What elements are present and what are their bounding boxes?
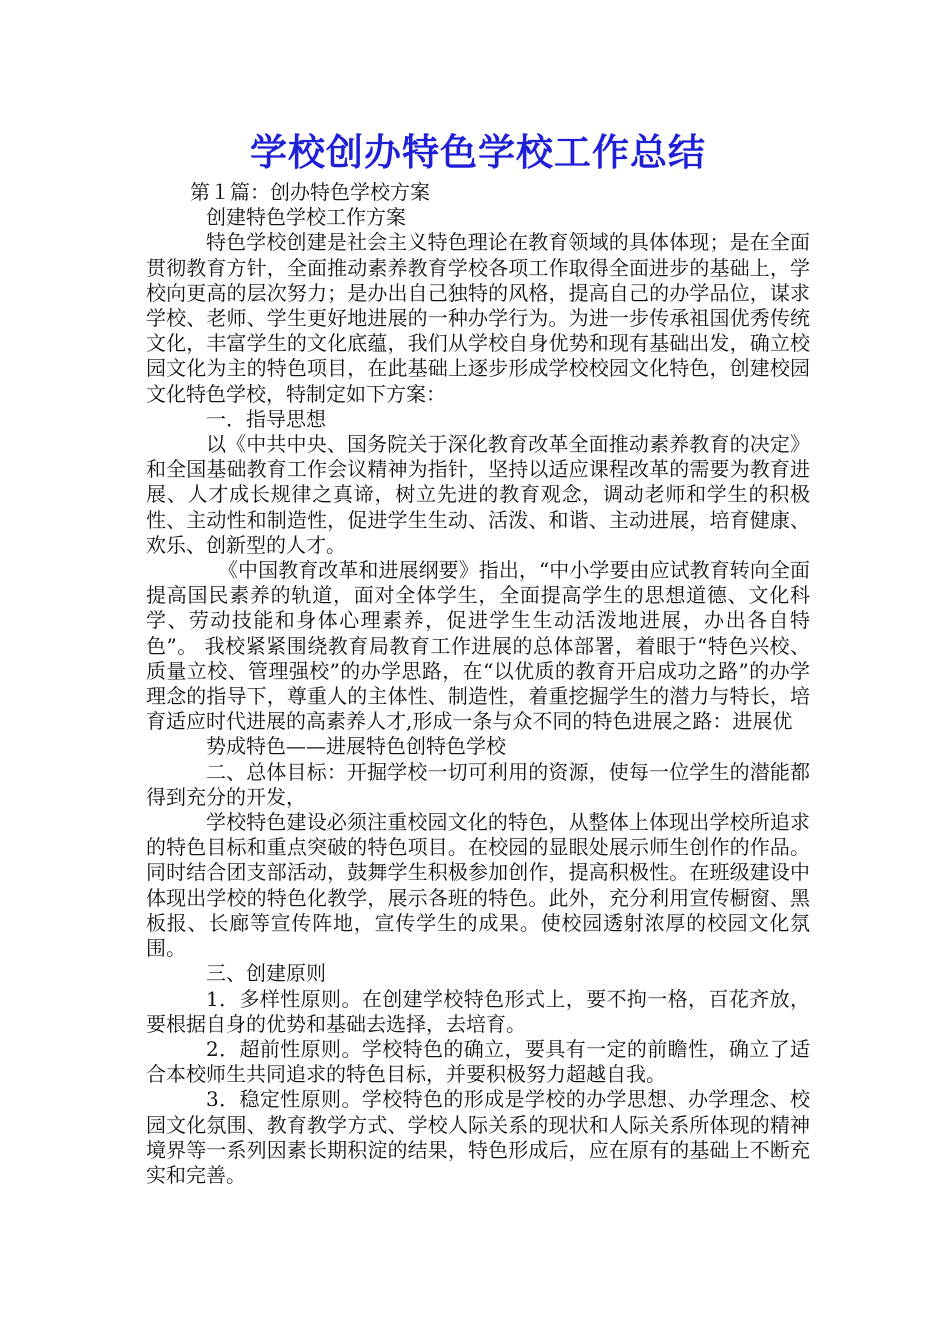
document-page: [146, 124, 810, 1188]
list-item: 2．超前性原则。学校特色的确立，要具有一定的前瞻性，确立了适合本校师生共同追求的特色目标，并要积极努力超越自我。: [146, 1036, 810, 1087]
subheading: 一．指导思想: [206, 406, 326, 431]
section-heading: 第１篇：创办特色学校方案: [190, 180, 430, 204]
paragraph: 特色学校创建是社会主义特色理论在教育领域的具体体现；是在全面贯彻教育方针，全面推动素养教育学校各项工作取得全面进步的基础上，学校向更高的层次努力；是办出自己独特的风格，提高自己的办学品位，谋求学校、老师、学生更好地进展的一种办学行为。为进一步传承祖国优秀传统文化，丰富学生的文化底蕴，我们从学校自身优势和现有基础出发，确立校园文化为主的特色项目，在此基础上逐步形成学校校园文化特色，创建校园文化特色学校，特制定如下方案：: [146, 230, 810, 406]
paragraph: 学校特色建设必须注重校园文化的特色，从整体上体现出学校所追求的特色目标和重点突破的特色项目。在校园的显眼处展示师生创作的作品。同时结合团支部活动，鼓舞学生积极参加创作，提高积极性。在班级建设中体现出学校的特色化教学，展示各班的特色。此外，充分利用宣传橱窗、黑板报、长廊等宣传阵地，宣传学生的成果。使校园透射浓厚的校园文化氛围。: [146, 810, 810, 961]
paragraph: 《中国教育改革和进展纲要》指出，“中小学要由应试教育转向全面提高国民素养的轨道，面对全体学生，全面提高学生的思想道德、文化科学、劳动技能和身体心理素养，促进学生生动活泼地进展，办出各自特色”。 我校紧紧围绕教育局教育工作进展的总体部署，着眼于“特色兴校、质量立校、管理强校”的办学思路，在“以优质的教育开启成功之路”的办学理念的指导下，尊重人的主体性、制造性，着重挖掘学生的潜力与特长，培育适应时代进展的高素养人才,形成一条与众不同的特色进展之路：进展优: [146, 558, 810, 734]
paragraph: 二、总体目标：开掘学校一切可利用的资源，使每一位学生的潜能都得到充分的开发，: [146, 759, 810, 809]
list-item: 1．多样性原则。在创建学校特色形式上，要不拘一格，百花齐放，要根据自身的优势和基础去选择，去培育。: [146, 986, 810, 1036]
subheading: 创建特色学校工作方案: [206, 205, 406, 230]
paragraph: 势成特色——进展特色创特色学校: [206, 734, 506, 759]
document-title: 学校创办特色学校工作总结: [250, 130, 706, 174]
paragraph: 以《中共中央、国务院关于深化教育改革全面推动素养教育的决定》和全国基础教育工作会议精神为指针，坚持以适应课程改革的需要为教育进展、人才成长规律之真谛，树立先进的教育观念，调动老师和学生的积极性、主动性和制造性，促进学生生动、活泼、和谐、主动进展，培育健康、欢乐、创新型的人才。: [146, 432, 810, 557]
document-body: [146, 180, 810, 1188]
subheading: 三、创建原则: [206, 961, 326, 986]
list-item: 3．稳定性原则。学校特色的形成是学校的办学思想、办学理念、校园文化氛围、教育教学方式、学校人际关系的现状和人际关系所体现的精神境界等一系列因素长期积淀的结果，特色形成后，应在原有的基础上不断充实和完善。: [146, 1087, 810, 1187]
